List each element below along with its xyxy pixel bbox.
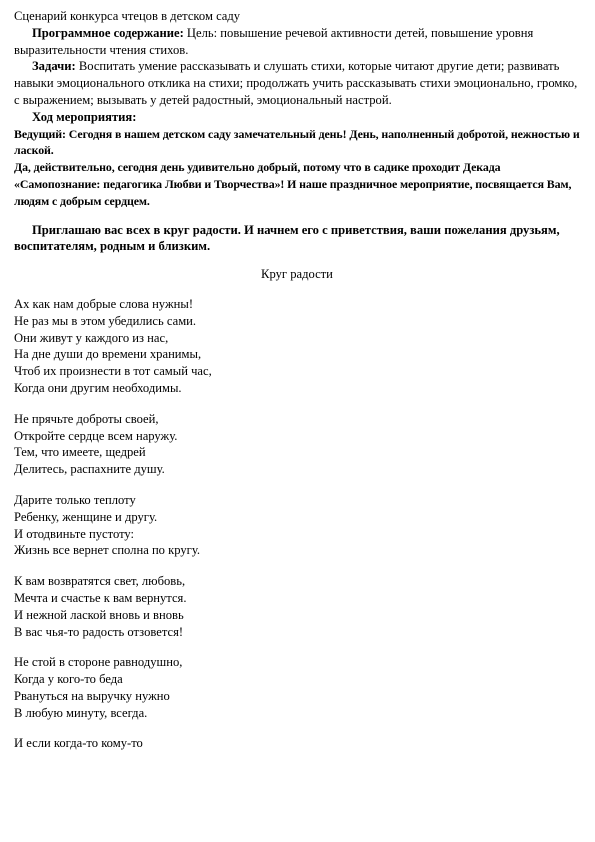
poem-line: К вам возвратятся свет, любовь, (14, 574, 186, 589)
poem-line: Чтоб их произнести в тот самый час, (14, 364, 212, 379)
poem-stanza (14, 411, 580, 478)
program-content-text: Цель: повышение речевой активности детей, повышение уровня выразительности чтения стихов. (14, 25, 534, 57)
poem-line: Не стой в стороне равнодушно, (14, 655, 183, 670)
poem-line: Жизнь все вернет сполна по кругу. (14, 543, 201, 558)
poem-line: Ах как нам добрые слова нужны! (14, 296, 194, 311)
invitation-paragraph: Приглашаю вас всех в круг радости. И начнем его с приветствия, ваши пожелания друзьям, воспитателям, родным и близким. (14, 222, 560, 254)
poem-line: И если когда-то кому-то (14, 736, 143, 751)
spacer (14, 255, 580, 266)
tasks-label: Задачи: (32, 59, 76, 74)
poem-line: Делитесь, распахните душу. (14, 462, 165, 477)
poem-line: Тем, что имеете, щедрей (14, 445, 146, 460)
spacer (14, 210, 580, 222)
program-content-label: Программное содержание: (32, 25, 184, 40)
poem-line: Откройте сердце всем наружу. (14, 428, 178, 443)
poem-line: Не раз мы в этом убедились сами. (14, 313, 197, 328)
poem-line: В вас чья-то радость отзовется! (14, 624, 184, 639)
poem-line: В любую минуту, всегда. (14, 705, 148, 720)
poem-stanza (14, 654, 580, 721)
poem-line: Они живут у каждого из нас, (14, 330, 169, 345)
poem-line: И отодвиньте пустоту: (14, 526, 135, 541)
spacer (14, 283, 580, 296)
poem-line: Мечта и счастье к вам вернутся. (14, 590, 187, 605)
document-page (14, 8, 580, 766)
program-content-paragraph (14, 25, 580, 59)
poem-body (14, 296, 580, 752)
host-speech-2: Да, действительно, сегодня день удивительно добрый, потому что в садике проходит Декада «Самопознание: педагогика Любви и Творчества»! И наше праздничное мероприятие, посвящается Вам, людям с добрым сердцем. (14, 160, 572, 208)
course-heading: Ход мероприятия: (32, 109, 137, 124)
poem-line: На дне души до времени хранимы, (14, 347, 202, 362)
poem-line: Дарите только теплоту (14, 492, 136, 507)
poem-line: И нежной лаской вновь и вновь (14, 607, 184, 622)
tasks-text: Воспитать умение рассказывать и слушать стихи, которые читают другие дети; развивать навыки эмоционального отклика на стихи; продолжать учить рассказывать стихи эмоционально, громко, с выражением; вызывать у детей радостный, эмоциональный настрой. (14, 59, 578, 107)
poem-line: Когда они другим необходимы. (14, 380, 182, 395)
poem-line: Не прячьте доброты своей, (14, 411, 159, 426)
poem-line: Когда у кого-то беда (14, 672, 123, 687)
poem-stanza (14, 735, 580, 752)
poem-stanza (14, 492, 580, 559)
host-speech-1: Ведущий: Сегодня в нашем детском саду замечательный день! День, наполненный добротой, нежностью и лаской. (14, 126, 580, 158)
poem-line: Ребенку, женщине и другу. (14, 509, 158, 524)
poem-stanza (14, 296, 580, 397)
document-title: Сценарий конкурса чтецов в детском саду (14, 9, 241, 23)
poem-stanza (14, 573, 580, 640)
poem-title: Круг радости (261, 267, 333, 282)
poem-line: Рвануться на выручку нужно (14, 688, 170, 703)
tasks-paragraph (14, 58, 580, 108)
